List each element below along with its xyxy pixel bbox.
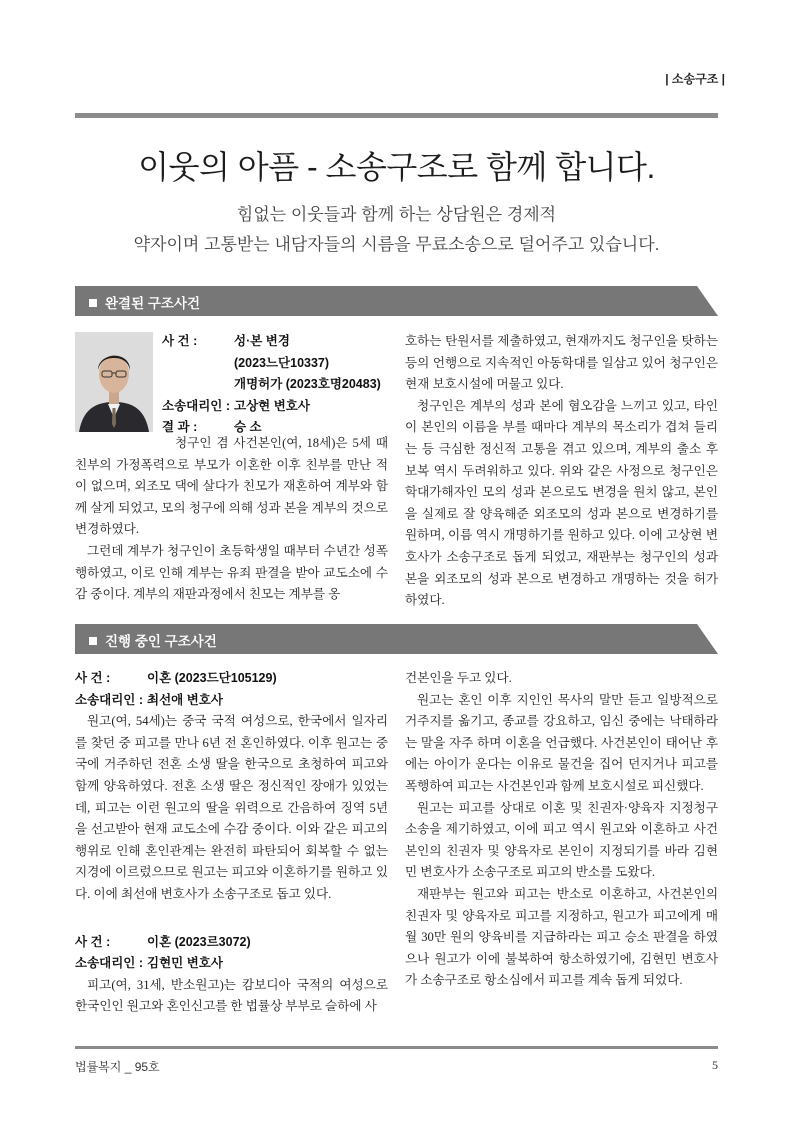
section-heading-completed: 완결된 구조사건 (105, 296, 201, 311)
header-rule (75, 113, 718, 118)
page-title: 이웃의 아픔 - 소송구조로 함께 합니다. (138, 149, 655, 185)
agent-label: 소송대리인 : (75, 692, 144, 707)
case-label: 사 건 : (162, 334, 198, 348)
case-info-1 (75, 668, 388, 711)
case-info-2 (75, 932, 388, 975)
body-paragraph: 건본인을 두고 있다. (405, 671, 512, 685)
agent-value: 김현민 변호사 (147, 956, 223, 971)
section-heading-ongoing: 진행 중인 구조사건 (105, 634, 217, 649)
agent-label: 소송대리인 : (162, 398, 231, 413)
agent-value: 최선애 변호사 (147, 692, 223, 707)
case-value: 이혼 (2023드단105129) (147, 671, 277, 685)
body-paragraph: 원고(여, 54세)는 중국 국적 여성으로, 한국에서 일자리를 찾던 중 피고를 만나 6년 전 혼인하였다. 이후 원고는 중국에 거주하던 전혼 소생 딸을 한국으로 초청하여 피고와 함께 양육하였다. 전혼 소생 딸은 정신적인 장애가 있었는데, 피고는 이런 원고의 딸을 위력으로 간음하여 징역 5년을 선고받아 현재 교도소에 수감 중이다. 이와 같은 피고의 행위로 인해 혼인관계는 완전히 파탄되어 회복할 수 없는 지경에 이르렀으므로 원고는 피고와 이혼하기를 원하고 있다. 이에 최선애 변호사가 소송구조로 돕고 있다. (75, 714, 388, 901)
body-paragraph: 원고는 피고를 상대로 이혼 및 친권자·양육자 지정청구 소송을 제기하였고, 이에 피고 역시 원고와 이혼하고 사건본인의 친권자 및 양육자로 본인이 지정되기를 바라 김현민 변호사가 소송구조로 피고의 반소를 도왔다. (405, 800, 718, 880)
ongoing-left-column (75, 668, 388, 1018)
ongoing-right-column (405, 668, 718, 992)
publication-name: 법률복지 _ 95호 (75, 1060, 160, 1074)
subtitle-line-2: 약자이며 고통받는 내담자들의 시름을 무료소송으로 덜어주고 있습니다. (133, 235, 660, 254)
case-label: 사 건 : (75, 671, 111, 685)
completed-left-column (75, 433, 388, 606)
section-bar-ongoing (75, 624, 718, 654)
result-value: 승 소 (234, 420, 262, 435)
body-paragraph: 호하는 탄원서를 제출하였고, 현재까지도 청구인을 탓하는 등의 언행으로 지속적인 아동학대를 일삼고 있어 청구인은 현재 보호시설에 머물고 있다. (405, 334, 718, 392)
case-info-completed (162, 331, 402, 439)
square-bullet-icon (89, 637, 97, 645)
footer-rule (75, 1046, 718, 1049)
result-label: 결 과 : (162, 420, 198, 435)
page-number: 5 (712, 1058, 718, 1072)
case-number-2: 개명허가 (2023호명20483) (234, 377, 381, 392)
agent-label: 소송대리인 : (75, 956, 144, 971)
case-label: 사 건 : (75, 934, 111, 949)
agent-value: 고상현 변호사 (234, 398, 310, 413)
body-paragraph: 청구인은 계부의 성과 본에 혐오감을 느끼고 있고, 타인이 본인의 이름을 부를 때마다 계부의 목소리가 겹쳐 들리는 등 극심한 정신적 고통을 겪고 있으며, 계부의 출소 후 보복 역시 두려워하고 있다. 위와 같은 사정으로 청구인은 학대가해자인 모의 성과 본으로도 변경을 원치 않고, 본인을 실제로 잘 양육해준 외조모의 성과 본으로 변경하기를 원하며, 이름 역시 개명하기를 원하고 있다. 이에 고상현 변호사가 소송구조로 돕게 되었고, 재판부는 청구인의 성과 본을 외조모의 성과 본으로 변경하고 개명하는 것을 허가하였다. (405, 398, 718, 608)
case-number-1: (2023느단10337) (234, 355, 330, 370)
completed-right-column (405, 331, 718, 612)
body-paragraph: 원고는 혼인 이후 지인인 목사의 말만 듣고 일방적으로 거주지를 옮기고, 종교를 강요하고, 임신 중에는 낙태하라는 말을 자주 하며 이혼을 언급했다. 사건본인이 태어난 후에는 아이가 운다는 이유로 물건을 집어 던지거나 피고를 폭행하여 피고는 사건본인과 함께 보호시설로 피신했다. (405, 692, 718, 793)
lawyer-photo (75, 332, 153, 432)
body-paragraph: 그런데 계부가 청구인이 초등학생일 때부터 수년간 성폭행하였고, 이로 인해 계부는 유죄 판결을 받아 교도소에 수감 중이다. 계부의 재판과정에서 친모는 계부를 옹 (75, 543, 388, 602)
body-paragraph: 재판부는 원고와 피고는 반소로 이혼하고, 사건본인의 친권자 및 양육자로 피고를 지정하고, 원고가 피고에게 매월 30만 원의 양육비를 지급하라는 피고 승소 판결을 하였으나 원고가 이에 불복하여 항소하였기에, 김현민 변호사가 소송구조로 항소심에서 피고를 계속 돕게 되었다. (405, 886, 718, 988)
section-bar-completed (75, 286, 718, 316)
body-paragraph: 피고(여, 31세, 반소원고)는 캄보디아 국적의 여성으로 한국인인 원고와 혼인신고를 한 법률상 부부로 슬하에 사 (75, 977, 388, 1014)
body-paragraph: 청구인 겸 사건본인(여, 18세)은 5세 때 친부의 가정폭력으로 부모가 이혼한 이후 친부를 만난 적이 없으며, 외조모 댁에 살다가 친모가 재혼하여 계부와 함께 살게 되었고, 모의 청구에 의해 성과 본을 계부의 것으로 변경하였다. (75, 436, 388, 537)
square-bullet-icon (89, 299, 97, 307)
case-value: 이혼 (2023르3072) (147, 934, 251, 949)
page-subtitle (0, 200, 793, 260)
section-tag: | 소송구조 | (665, 72, 725, 86)
subtitle-line-1: 힘없는 이웃들과 함께 하는 상담원은 경제적 (236, 205, 557, 224)
case-value: 성·본 변경 (234, 334, 290, 348)
